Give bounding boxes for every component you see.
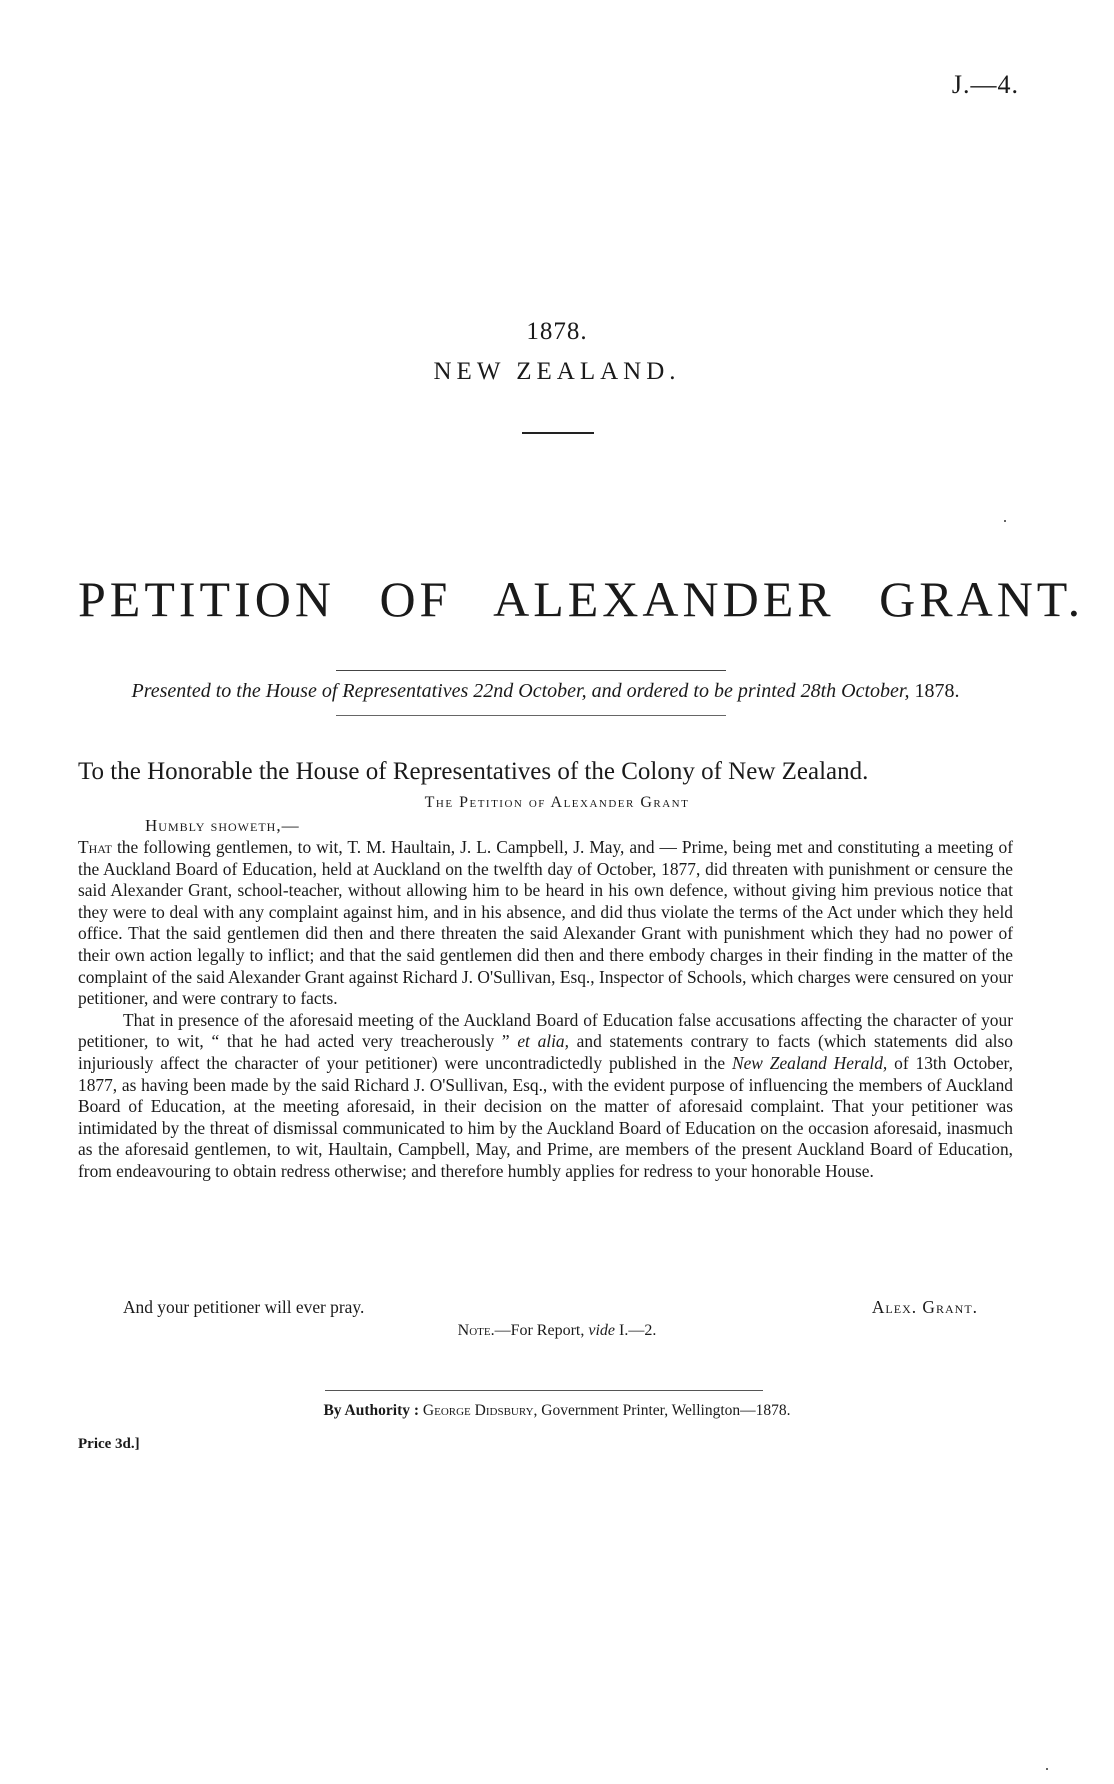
- newspaper-name: New Zealand Herald,: [731, 1052, 888, 1073]
- masthead-year: 1878.: [526, 318, 588, 345]
- report-note: [0, 1322, 1114, 1340]
- note-label: Note.: [457, 1322, 495, 1339]
- presented-year: 1878.: [914, 680, 960, 702]
- address-heading: To the Honorable the House of Representatives of the Colony of New Zealand.: [78, 758, 869, 785]
- print-speck: [1046, 1768, 1048, 1770]
- presented-rule-top: [336, 670, 726, 671]
- petition-body: [78, 837, 1013, 1183]
- document-title: PETITION OF ALEXANDER GRANT.: [78, 571, 1085, 627]
- presented-rule-bottom: [336, 715, 726, 716]
- presented-text: Presented to the House of Representatives 22nd October, and ordered to be printed 28th October,: [131, 680, 915, 702]
- signature: Alex. Grant.: [871, 1297, 978, 1317]
- imprint-line: [0, 1402, 1114, 1420]
- presented-line: [78, 680, 1013, 703]
- paragraph-2-text-a: That in presence of the aforesaid meeting of the Auckland Board of Education false accusations affecting the character of your petitioner, to wit, “ that he had acted very treacherously ”: [78, 1009, 1013, 1052]
- paragraph-2: [78, 1010, 1013, 1183]
- imprint-by: By Authority :: [323, 1402, 420, 1419]
- imprint-rule: [325, 1390, 763, 1391]
- print-speck: [1004, 520, 1006, 522]
- humbly-showeth: Humbly showeth,—: [145, 816, 300, 835]
- closing-pray: And your petitioner will ever pray.: [123, 1297, 365, 1317]
- masthead-rule: [522, 432, 594, 434]
- note-text: —For Report,: [494, 1322, 589, 1339]
- price-label: Price 3d.]: [78, 1436, 140, 1452]
- document-reference: J.—4.: [951, 70, 1019, 99]
- closing-row: [123, 1297, 978, 1318]
- paragraph-2-text-c: of 13th October, 1877, as having been made by the said Richard J. O'Sullivan, Esq., with the evident purpose of influencing the members of Auckland Board of Education, at the meeting aforesaid, in their decision on the matter of aforesaid complaint. That your petitioner was intimidated by the threat of dismissal communicated to him by the Auckland Board of Education on the occasion aforesaid, inasmuch as the aforesaid gentlemen, to wit, Haultain, Campbell, May, and Prime, are members of the present Auckland Board of Education, from endeavouring to obtain redress otherwise; and therefore humbly applies for redress to your honorable House.: [78, 1052, 1014, 1181]
- petition-of-line: The Petition of Alexander Grant: [424, 794, 690, 811]
- paragraph-2-italic-a: et alia,: [517, 1031, 569, 1052]
- paragraph-2-text-b: and statements contrary to facts (which statements did also injuriously affect the character of your petitioner) were uncontradictedly published in the: [78, 1031, 1013, 1073]
- masthead-country: NEW ZEALAND.: [433, 358, 681, 385]
- paragraph-1-lead: That: [78, 837, 112, 857]
- note-vide: vide: [588, 1322, 616, 1339]
- imprint-printer: George Didsbury,: [422, 1402, 538, 1419]
- paragraph-1: [78, 837, 1013, 1010]
- paragraph-1-text: the following gentlemen, to wit, T. M. Haultain, J. L. Campbell, J. May, and — Prime, being met and constituting a meeting of the Auckland Board of Education, held at Auckland on the twelfth day of October, 1877, did threaten with punishment or censure the said Alexander Grant, school-teacher, without allowing him to be heard in his own defence, without giving him previous notice that they were to deal with any complaint against him, and in his absence, and did thus violate the terms of the Act under which they held office. That the said gentlemen did then and there threaten the said Alexander Grant with punishment which they had no power of their own action legally to inflict; and that the said gentlemen did then and there embody charges in their finding in the matter of the complaint of the said Alexander Grant against Richard J. O'Sullivan, Esq., Inspector of Schools, which charges were censured on your petitioner, and were contrary to facts.: [78, 837, 1013, 1009]
- note-ref: I.—2.: [615, 1322, 657, 1339]
- imprint-rest: Government Printer, Wellington—1878.: [537, 1402, 791, 1419]
